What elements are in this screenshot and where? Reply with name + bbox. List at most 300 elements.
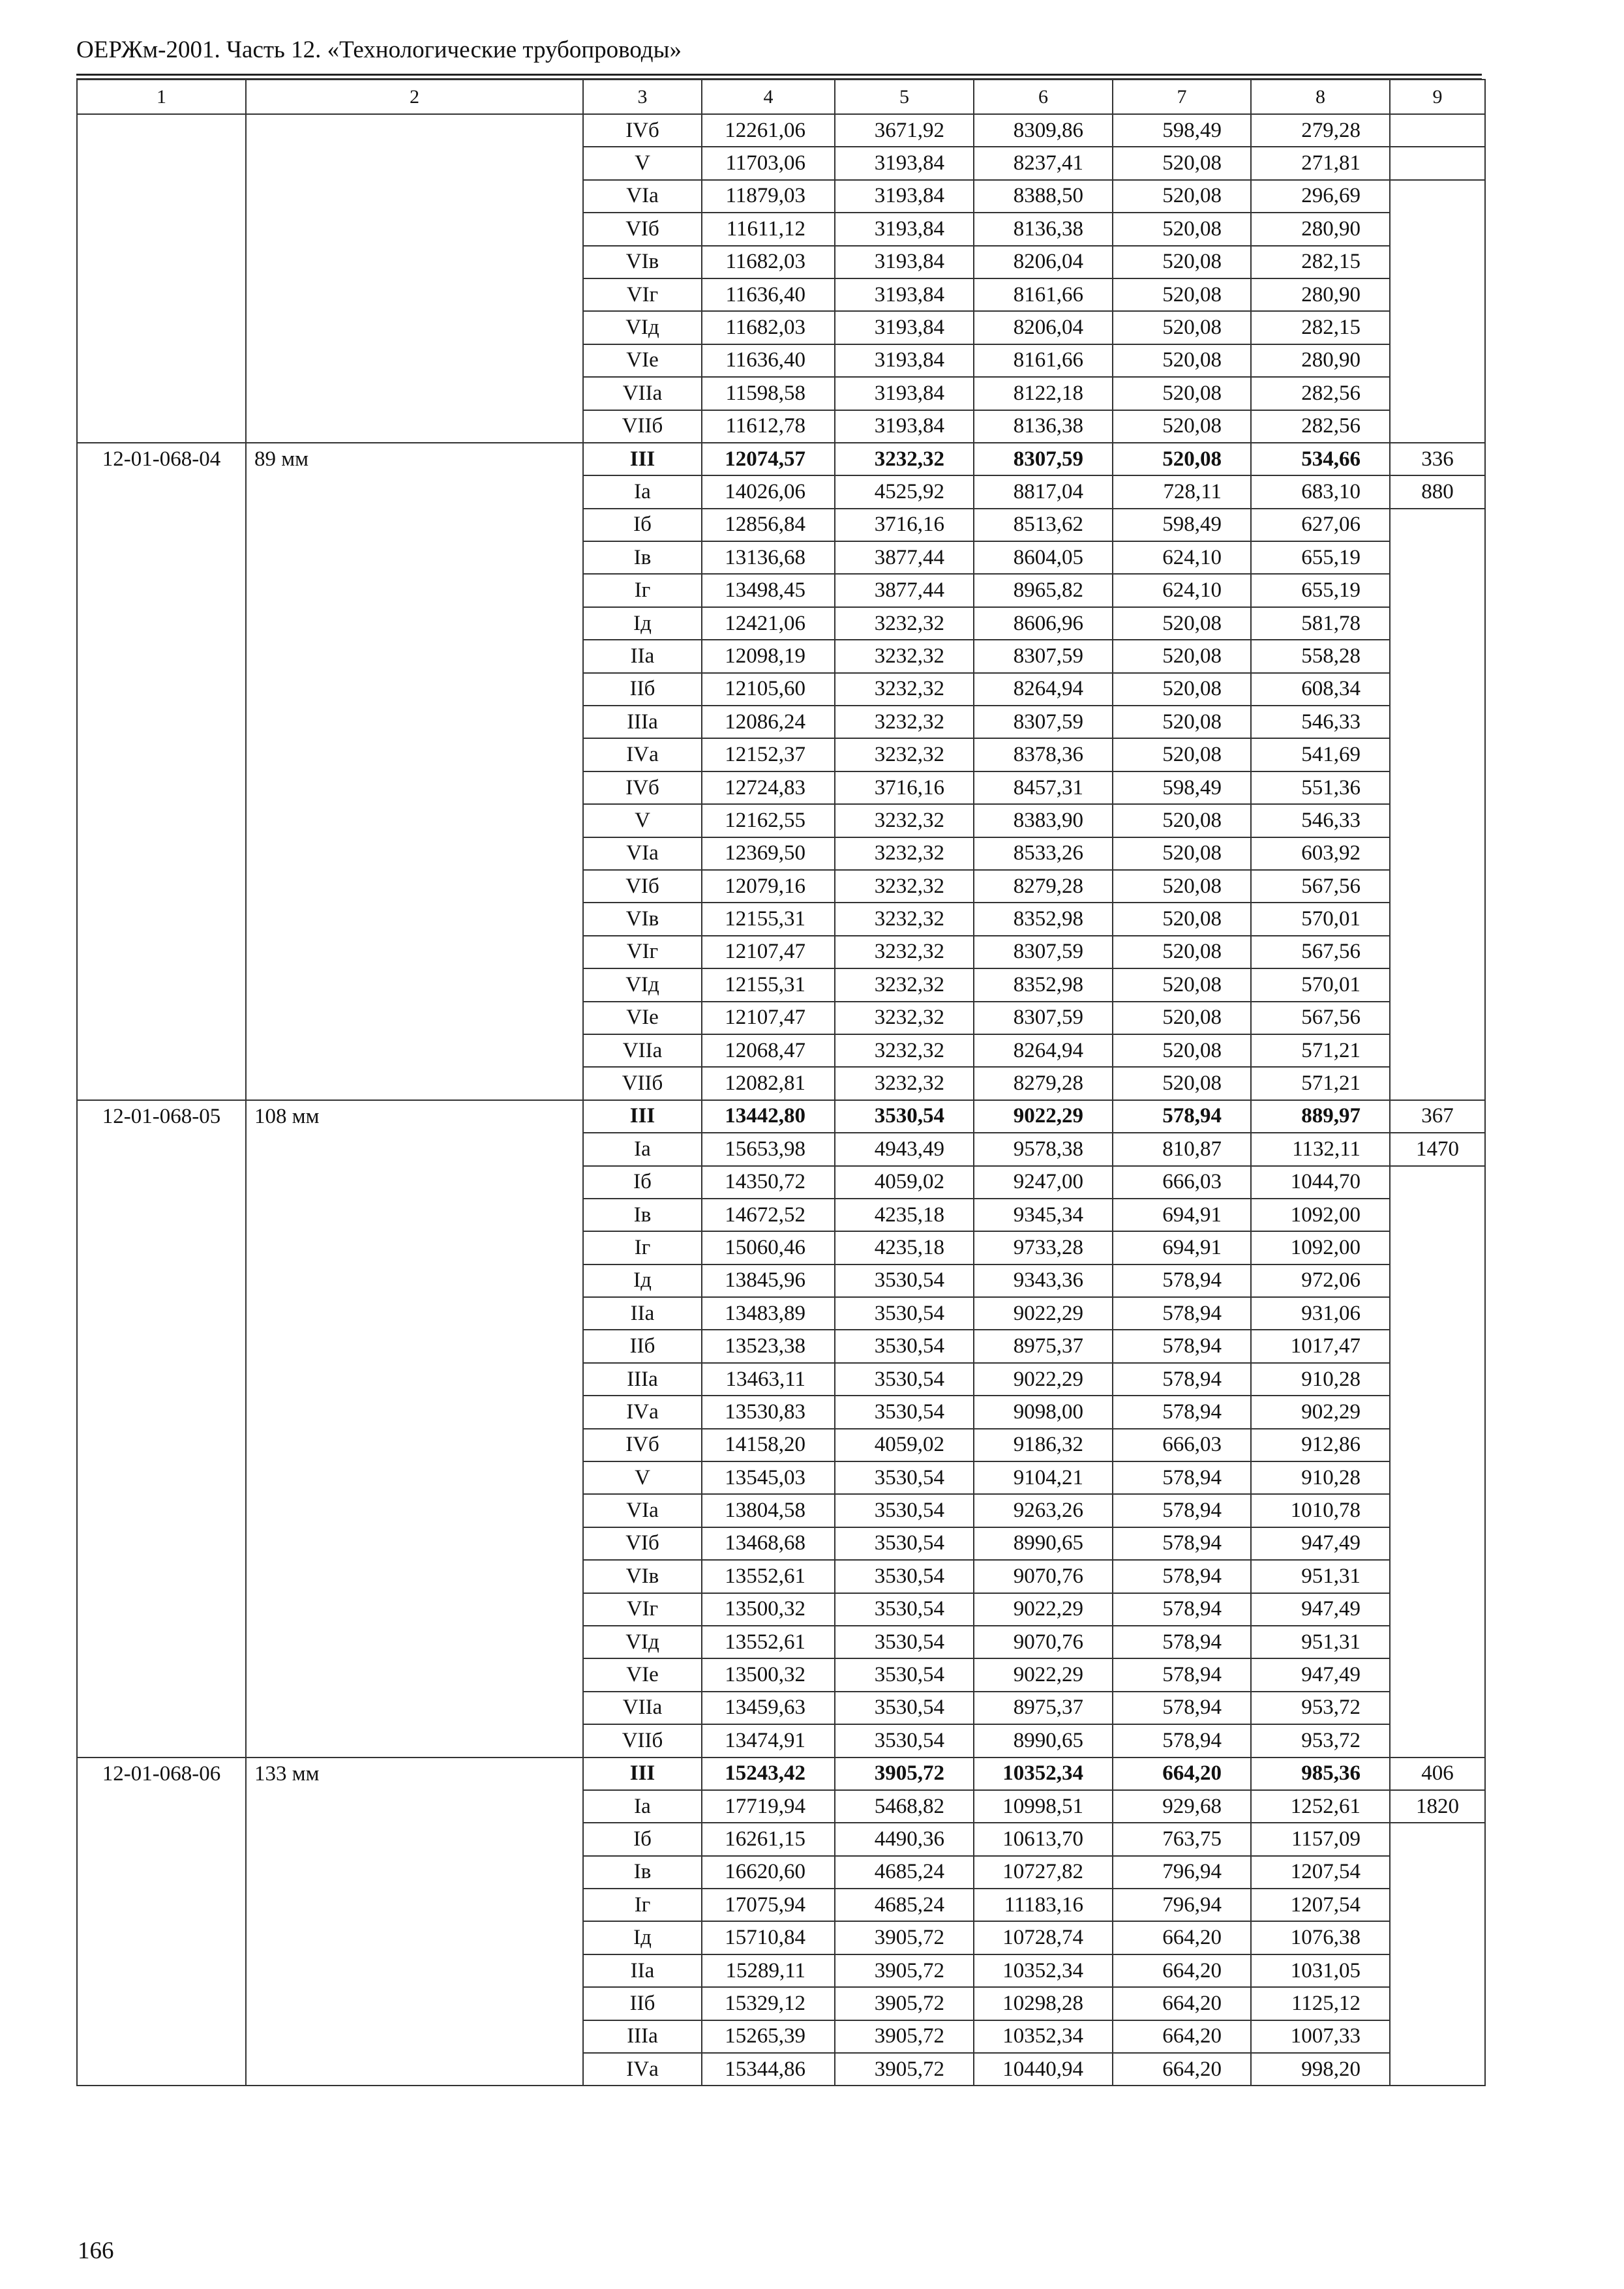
value-cell: 951,31: [1251, 1560, 1390, 1593]
col9-empty: [1390, 1166, 1485, 1758]
col9-cell: [1390, 114, 1485, 147]
value-cell: 578,94: [1113, 1363, 1251, 1396]
value-cell: 3232,32: [835, 804, 974, 837]
value-cell: 9733,28: [974, 1231, 1113, 1264]
value-cell: 1092,00: [1251, 1231, 1390, 1264]
zone-cell: VIе: [583, 1658, 702, 1691]
zone-cell: IVб: [583, 771, 702, 804]
item-name: [246, 114, 583, 443]
value-cell: 10440,94: [974, 2053, 1113, 2086]
value-cell: 12155,31: [702, 968, 835, 1001]
value-cell: 9022,29: [974, 1100, 1113, 1133]
value-cell: 520,08: [1113, 673, 1251, 706]
value-cell: 8383,90: [974, 804, 1113, 837]
item-code: 12-01-068-04: [77, 443, 246, 1100]
value-cell: 10728,74: [974, 1921, 1113, 1954]
value-cell: 8457,31: [974, 771, 1113, 804]
value-cell: 1125,12: [1251, 1987, 1390, 2020]
value-cell: 578,94: [1113, 1626, 1251, 1658]
value-cell: 541,69: [1251, 738, 1390, 771]
item-name: 133 мм: [246, 1758, 583, 2086]
page-header: ОЕРЖм-2001. Часть 12. «Технологические трубопроводы»: [76, 37, 682, 63]
value-cell: 3530,54: [835, 1593, 974, 1626]
value-cell: 3671,92: [835, 114, 974, 147]
zone-cell: IIIа: [583, 706, 702, 738]
value-cell: 520,08: [1113, 147, 1251, 179]
zone-cell: Iг: [583, 1231, 702, 1264]
table-row: [77, 1100, 1485, 1133]
value-cell: 3905,72: [835, 1921, 974, 1954]
value-cell: 13500,32: [702, 1593, 835, 1626]
value-cell: 11879,03: [702, 180, 835, 213]
value-cell: 578,94: [1113, 1658, 1251, 1691]
zone-cell: VIд: [583, 968, 702, 1001]
col9-cell: 336: [1390, 443, 1485, 475]
value-cell: 8533,26: [974, 837, 1113, 870]
value-cell: 520,08: [1113, 344, 1251, 377]
value-cell: 12107,47: [702, 936, 835, 968]
value-cell: 520,08: [1113, 180, 1251, 213]
value-cell: 520,08: [1113, 706, 1251, 738]
value-cell: 664,20: [1113, 1921, 1251, 1954]
value-cell: 3193,84: [835, 180, 974, 213]
zone-cell: Iв: [583, 1856, 702, 1889]
value-cell: 3530,54: [835, 1264, 974, 1297]
zone-cell: Iв: [583, 541, 702, 574]
col9-empty: [1390, 509, 1485, 1100]
zone-cell: Iв: [583, 1199, 702, 1231]
value-cell: 570,01: [1251, 968, 1390, 1001]
value-cell: 929,68: [1113, 1790, 1251, 1823]
value-cell: 3905,72: [835, 1954, 974, 1987]
value-cell: 8206,04: [974, 311, 1113, 344]
value-cell: 8606,96: [974, 607, 1113, 640]
value-cell: 9022,29: [974, 1593, 1113, 1626]
value-cell: 694,91: [1113, 1231, 1251, 1264]
value-cell: 13804,58: [702, 1494, 835, 1527]
value-cell: 9263,26: [974, 1494, 1113, 1527]
value-cell: 280,90: [1251, 278, 1390, 311]
value-cell: 11183,16: [974, 1889, 1113, 1921]
value-cell: 9578,38: [974, 1133, 1113, 1165]
value-cell: 10352,34: [974, 2020, 1113, 2053]
value-cell: 8161,66: [974, 344, 1113, 377]
zone-cell: IIа: [583, 640, 702, 672]
value-cell: 8990,65: [974, 1724, 1113, 1757]
zone-cell: Iг: [583, 574, 702, 606]
value-cell: 11682,03: [702, 311, 835, 344]
table-row: [77, 1758, 1485, 1790]
value-cell: 3530,54: [835, 1363, 974, 1396]
zone-cell: Iа: [583, 1790, 702, 1823]
zone-cell: Iг: [583, 1889, 702, 1921]
zone-cell: VIе: [583, 344, 702, 377]
value-cell: 280,90: [1251, 344, 1390, 377]
zone-cell: VIб: [583, 870, 702, 903]
value-cell: 520,08: [1113, 903, 1251, 935]
price-table: [76, 79, 1486, 2086]
value-cell: 1007,33: [1251, 2020, 1390, 2053]
value-cell: 664,20: [1113, 1758, 1251, 1790]
value-cell: 11636,40: [702, 278, 835, 311]
value-cell: 571,21: [1251, 1034, 1390, 1067]
value-cell: 8122,18: [974, 377, 1113, 410]
value-cell: 796,94: [1113, 1856, 1251, 1889]
value-cell: 9070,76: [974, 1626, 1113, 1658]
zone-cell: VIб: [583, 213, 702, 245]
col9-cell: 367: [1390, 1100, 1485, 1133]
value-cell: 3232,32: [835, 443, 974, 475]
value-cell: 3877,44: [835, 541, 974, 574]
value-cell: 520,08: [1113, 213, 1251, 245]
value-cell: 15653,98: [702, 1133, 835, 1165]
value-cell: 578,94: [1113, 1297, 1251, 1330]
zone-cell: VIе: [583, 1002, 702, 1034]
value-cell: 10352,34: [974, 1758, 1113, 1790]
value-cell: 15243,42: [702, 1758, 835, 1790]
value-cell: 728,11: [1113, 475, 1251, 508]
value-cell: 282,56: [1251, 377, 1390, 410]
value-cell: 15265,39: [702, 2020, 835, 2053]
value-cell: 796,94: [1113, 1889, 1251, 1921]
zone-cell: VIв: [583, 246, 702, 278]
value-cell: 3232,32: [835, 673, 974, 706]
value-cell: 520,08: [1113, 377, 1251, 410]
value-cell: 998,20: [1251, 2053, 1390, 2086]
value-cell: 912,86: [1251, 1429, 1390, 1461]
value-cell: 520,08: [1113, 246, 1251, 278]
zone-cell: Iд: [583, 1264, 702, 1297]
value-cell: 8307,59: [974, 1002, 1113, 1034]
value-cell: 810,87: [1113, 1133, 1251, 1165]
value-cell: 3716,16: [835, 771, 974, 804]
value-cell: 4685,24: [835, 1856, 974, 1889]
value-cell: 16620,60: [702, 1856, 835, 1889]
col-header: 9: [1390, 80, 1485, 114]
value-cell: 14350,72: [702, 1166, 835, 1199]
col-header: 6: [974, 80, 1113, 114]
value-cell: 12107,47: [702, 1002, 835, 1034]
value-cell: 534,66: [1251, 443, 1390, 475]
value-cell: 947,49: [1251, 1658, 1390, 1691]
value-cell: 8513,62: [974, 509, 1113, 541]
value-cell: 3193,84: [835, 344, 974, 377]
value-cell: 11612,78: [702, 410, 835, 443]
value-cell: 578,94: [1113, 1264, 1251, 1297]
value-cell: 3905,72: [835, 1758, 974, 1790]
value-cell: 655,19: [1251, 574, 1390, 606]
value-cell: 8264,94: [974, 673, 1113, 706]
value-cell: 578,94: [1113, 1330, 1251, 1362]
col9-cell: 880: [1390, 475, 1485, 508]
value-cell: 578,94: [1113, 1461, 1251, 1494]
zone-cell: V: [583, 1461, 702, 1494]
zone-cell: III: [583, 1100, 702, 1133]
zone-cell: VIа: [583, 837, 702, 870]
value-cell: 9022,29: [974, 1363, 1113, 1396]
value-cell: 11636,40: [702, 344, 835, 377]
value-cell: 12856,84: [702, 509, 835, 541]
value-cell: 3232,32: [835, 706, 974, 738]
value-cell: 9247,00: [974, 1166, 1113, 1199]
value-cell: 12105,60: [702, 673, 835, 706]
value-cell: 17719,94: [702, 1790, 835, 1823]
zone-cell: IVб: [583, 114, 702, 147]
value-cell: 8975,37: [974, 1330, 1113, 1362]
value-cell: 8307,59: [974, 706, 1113, 738]
value-cell: 8136,38: [974, 410, 1113, 443]
value-cell: 1017,47: [1251, 1330, 1390, 1362]
zone-cell: VIIб: [583, 410, 702, 443]
zone-cell: VIг: [583, 278, 702, 311]
value-cell: 578,94: [1113, 1494, 1251, 1527]
value-cell: 14026,06: [702, 475, 835, 508]
value-cell: 578,94: [1113, 1100, 1251, 1133]
zone-cell: VIд: [583, 311, 702, 344]
value-cell: 8307,59: [974, 936, 1113, 968]
zone-cell: VIIб: [583, 1067, 702, 1100]
value-cell: 578,94: [1113, 1724, 1251, 1757]
value-cell: 1044,70: [1251, 1166, 1390, 1199]
value-cell: 4525,92: [835, 475, 974, 508]
value-cell: 280,90: [1251, 213, 1390, 245]
value-cell: 520,08: [1113, 311, 1251, 344]
value-cell: 3716,16: [835, 509, 974, 541]
value-cell: 3530,54: [835, 1560, 974, 1593]
value-cell: 3193,84: [835, 311, 974, 344]
value-cell: 8388,50: [974, 180, 1113, 213]
value-cell: 8161,66: [974, 278, 1113, 311]
value-cell: 664,20: [1113, 2053, 1251, 2086]
value-cell: 624,10: [1113, 541, 1251, 574]
value-cell: 578,94: [1113, 1593, 1251, 1626]
value-cell: 4235,18: [835, 1199, 974, 1231]
value-cell: 947,49: [1251, 1527, 1390, 1560]
value-cell: 603,92: [1251, 837, 1390, 870]
col9-empty: [1390, 180, 1485, 443]
value-cell: 624,10: [1113, 574, 1251, 606]
value-cell: 889,97: [1251, 1100, 1390, 1133]
value-cell: 3905,72: [835, 2053, 974, 2086]
value-cell: 8352,98: [974, 903, 1113, 935]
value-cell: 8309,86: [974, 114, 1113, 147]
value-cell: 520,08: [1113, 1067, 1251, 1100]
value-cell: 14672,52: [702, 1199, 835, 1231]
zone-cell: Iа: [583, 475, 702, 508]
table-row: [77, 443, 1485, 475]
value-cell: 10352,34: [974, 1954, 1113, 1987]
value-cell: 12369,50: [702, 837, 835, 870]
value-cell: 9098,00: [974, 1396, 1113, 1428]
value-cell: 3232,32: [835, 640, 974, 672]
value-cell: 3232,32: [835, 837, 974, 870]
value-cell: 571,21: [1251, 1067, 1390, 1100]
value-cell: 8378,36: [974, 738, 1113, 771]
value-cell: 10727,82: [974, 1856, 1113, 1889]
value-cell: 11611,12: [702, 213, 835, 245]
value-cell: 598,49: [1113, 771, 1251, 804]
value-cell: 3530,54: [835, 1724, 974, 1757]
value-cell: 13552,61: [702, 1626, 835, 1658]
value-cell: 578,94: [1113, 1396, 1251, 1428]
value-cell: 1132,11: [1251, 1133, 1390, 1165]
value-cell: 3905,72: [835, 2020, 974, 2053]
value-cell: 12155,31: [702, 903, 835, 935]
value-cell: 627,06: [1251, 509, 1390, 541]
value-cell: 3530,54: [835, 1297, 974, 1330]
value-cell: 3530,54: [835, 1626, 974, 1658]
value-cell: 3193,84: [835, 213, 974, 245]
value-cell: 951,31: [1251, 1626, 1390, 1658]
item-code: 12-01-068-06: [77, 1758, 246, 2086]
value-cell: 12098,19: [702, 640, 835, 672]
zone-cell: VIIа: [583, 1692, 702, 1724]
value-cell: 3232,32: [835, 607, 974, 640]
zone-cell: V: [583, 147, 702, 179]
value-cell: 13459,63: [702, 1692, 835, 1724]
zone-cell: VIг: [583, 1593, 702, 1626]
value-cell: 931,06: [1251, 1297, 1390, 1330]
value-cell: 15329,12: [702, 1987, 835, 2020]
value-cell: 910,28: [1251, 1461, 1390, 1494]
value-cell: 520,08: [1113, 804, 1251, 837]
col-header: 7: [1113, 80, 1251, 114]
value-cell: 520,08: [1113, 738, 1251, 771]
value-cell: 13523,38: [702, 1330, 835, 1362]
value-cell: 520,08: [1113, 1034, 1251, 1067]
zone-cell: Iб: [583, 1823, 702, 1855]
value-cell: 8264,94: [974, 1034, 1113, 1067]
value-cell: 972,06: [1251, 1264, 1390, 1297]
table-row: [77, 114, 1485, 147]
zone-cell: IVа: [583, 1396, 702, 1428]
value-cell: 12079,16: [702, 870, 835, 903]
value-cell: 4059,02: [835, 1166, 974, 1199]
value-cell: 12086,24: [702, 706, 835, 738]
value-cell: 520,08: [1113, 870, 1251, 903]
value-cell: 13474,91: [702, 1724, 835, 1757]
value-cell: 3232,32: [835, 1034, 974, 1067]
value-cell: 10613,70: [974, 1823, 1113, 1855]
value-cell: 11703,06: [702, 147, 835, 179]
value-cell: 947,49: [1251, 1593, 1390, 1626]
value-cell: 12162,55: [702, 804, 835, 837]
value-cell: 567,56: [1251, 936, 1390, 968]
value-cell: 3193,84: [835, 377, 974, 410]
value-cell: 581,78: [1251, 607, 1390, 640]
item-code: 12-01-068-05: [77, 1100, 246, 1758]
value-cell: 3193,84: [835, 410, 974, 443]
value-cell: 12261,06: [702, 114, 835, 147]
zone-cell: V: [583, 804, 702, 837]
zone-cell: IIIа: [583, 2020, 702, 2053]
value-cell: 15344,86: [702, 2053, 835, 2086]
value-cell: 1207,54: [1251, 1856, 1390, 1889]
value-cell: 666,03: [1113, 1429, 1251, 1461]
value-cell: 13468,68: [702, 1527, 835, 1560]
value-cell: 282,56: [1251, 410, 1390, 443]
value-cell: 520,08: [1113, 936, 1251, 968]
col9-cell: 1820: [1390, 1790, 1485, 1823]
value-cell: 8965,82: [974, 574, 1113, 606]
page-number: 166: [78, 2237, 114, 2264]
value-cell: 4685,24: [835, 1889, 974, 1921]
value-cell: 3193,84: [835, 278, 974, 311]
value-cell: 608,34: [1251, 673, 1390, 706]
value-cell: 4059,02: [835, 1429, 974, 1461]
zone-cell: VIIа: [583, 377, 702, 410]
value-cell: 664,20: [1113, 1987, 1251, 2020]
col9-cell: [1390, 147, 1485, 179]
value-cell: 520,08: [1113, 1002, 1251, 1034]
zone-cell: VIв: [583, 903, 702, 935]
item-name: 108 мм: [246, 1100, 583, 1758]
value-cell: 3530,54: [835, 1527, 974, 1560]
value-cell: 282,15: [1251, 311, 1390, 344]
col9-cell: 406: [1390, 1758, 1485, 1790]
col9-empty: [1390, 1823, 1485, 2086]
value-cell: 8817,04: [974, 475, 1113, 508]
value-cell: 953,72: [1251, 1724, 1390, 1757]
value-cell: 4490,36: [835, 1823, 974, 1855]
value-cell: 3530,54: [835, 1330, 974, 1362]
zone-cell: VIа: [583, 1494, 702, 1527]
value-cell: 13483,89: [702, 1297, 835, 1330]
col9-cell: 1470: [1390, 1133, 1485, 1165]
value-cell: 15710,84: [702, 1921, 835, 1954]
value-cell: 3530,54: [835, 1692, 974, 1724]
zone-cell: IIб: [583, 1330, 702, 1362]
value-cell: 10998,51: [974, 1790, 1113, 1823]
value-cell: 1010,78: [1251, 1494, 1390, 1527]
value-cell: 551,36: [1251, 771, 1390, 804]
col-header: 3: [583, 80, 702, 114]
value-cell: 12082,81: [702, 1067, 835, 1100]
value-cell: 13463,11: [702, 1363, 835, 1396]
column-number-row: [77, 80, 1485, 114]
zone-cell: IVб: [583, 1429, 702, 1461]
value-cell: 664,20: [1113, 2020, 1251, 2053]
zone-cell: IIа: [583, 1954, 702, 1987]
value-cell: 8990,65: [974, 1527, 1113, 1560]
value-cell: 3877,44: [835, 574, 974, 606]
value-cell: 15289,11: [702, 1954, 835, 1987]
value-cell: 3905,72: [835, 1987, 974, 2020]
value-cell: 546,33: [1251, 804, 1390, 837]
value-cell: 13545,03: [702, 1461, 835, 1494]
value-cell: 13552,61: [702, 1560, 835, 1593]
value-cell: 578,94: [1113, 1560, 1251, 1593]
zone-cell: III: [583, 1758, 702, 1790]
value-cell: 13498,45: [702, 574, 835, 606]
item-code: [77, 114, 246, 443]
value-cell: 520,08: [1113, 968, 1251, 1001]
value-cell: 683,10: [1251, 475, 1390, 508]
zone-cell: Iб: [583, 1166, 702, 1199]
value-cell: 5468,82: [835, 1790, 974, 1823]
value-cell: 598,49: [1113, 509, 1251, 541]
value-cell: 567,56: [1251, 870, 1390, 903]
value-cell: 570,01: [1251, 903, 1390, 935]
value-cell: 567,56: [1251, 1002, 1390, 1034]
value-cell: 3193,84: [835, 147, 974, 179]
value-cell: 8975,37: [974, 1692, 1113, 1724]
zone-cell: IVа: [583, 738, 702, 771]
value-cell: 296,69: [1251, 180, 1390, 213]
value-cell: 3530,54: [835, 1100, 974, 1133]
value-cell: 3232,32: [835, 870, 974, 903]
value-cell: 9022,29: [974, 1658, 1113, 1691]
